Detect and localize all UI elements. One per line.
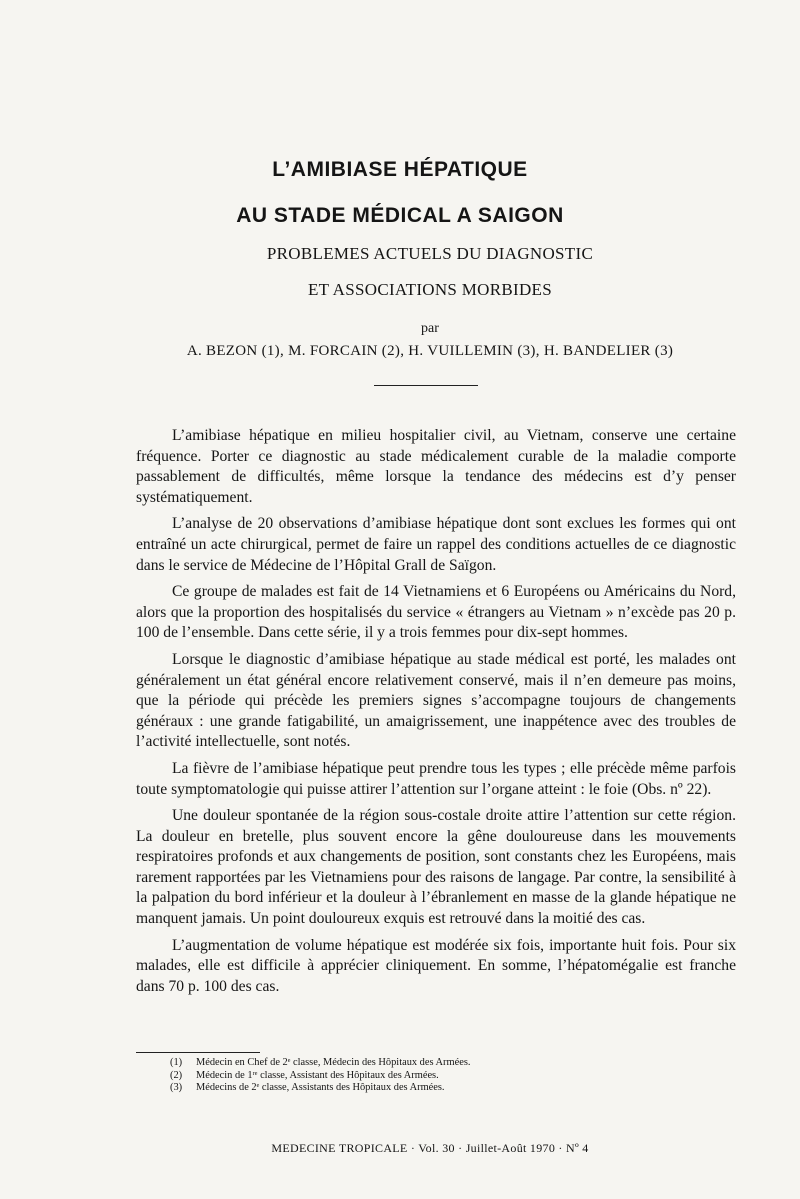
article-body — [136, 426, 736, 1003]
body-paragraph: L’augmentation de volume hépatique est modérée six fois, importante huit fois. Pour six malades, elle est difficile à apprécier cliniquement. En somme, l’hépatomégalie est franche dans 70 p. 100 des cas. — [136, 936, 736, 995]
footnote-1 — [170, 1057, 470, 1070]
footnote-number: (2) — [170, 1069, 183, 1081]
byline-par: par — [421, 321, 439, 336]
footnote-text: Médecin en Chef de 2ᵉ classe, Médecin des Hôpitaux des Armées. — [196, 1057, 471, 1068]
footnote-divider — [136, 1052, 260, 1053]
footnote-text: Médecins de 2ᵉ classe, Assistants des Hôpitaux des Armées. — [196, 1082, 445, 1094]
author-list: A. BEZON (1), M. FORCAIN (2), H. VUILLEMIN (3), H. BANDELIER (3) — [186, 343, 674, 359]
footnote-number: (1) — [170, 1057, 183, 1068]
article-title-line-2: AU STADE MÉDICAL A SAIGON — [236, 204, 564, 227]
body-paragraph: L’analyse de 20 observations d’amibiase hépatique dont sont exclues les formes qui ont entraîné un acte chirurgical, permet de faire un rappel des conditions actuelles de ce diagnostic dans le service de Médecine de l’Hôpital Grall de Saïgon. — [136, 515, 736, 574]
body-paragraph: L’amibiase hépatique en milieu hospitalier civil, au Vietnam, conserve une certaine fréquence. Porter ce diagnostic au stade médicalement curable de la maladie comporte passablement de difficultés, même lorsque la tendance des médecins est d’y penser systématiquement. — [136, 427, 736, 506]
footnotes — [170, 1057, 470, 1095]
article-title-line-1: L’AMIBIASE HÉPATIQUE — [272, 158, 528, 181]
article-subtitle-line-1: PROBLEMES ACTUELS DU DIAGNOSTIC — [266, 244, 594, 263]
body-paragraph: Lorsque le diagnostic d’amibiase hépatique au stade médical est porté, les malades ont généralement un état général encore relativement conservé, mais il n’en demeure pas moins, que la période qui précède les premiers signes s’accompagne toujours de changements généraux : une grande fatigabilité, un amaigrissement, une inappétence avec des troubles de l’activité intellectuelle, sont notés. — [136, 650, 736, 751]
footnote-number: (3) — [170, 1082, 183, 1094]
footnote-2 — [170, 1070, 470, 1083]
footnote-3 — [170, 1082, 470, 1095]
journal-running-footer: MEDECINE TROPICALE · Vol. 30 · Juillet-Août 1970 · Nº 4 — [271, 1141, 589, 1155]
footnote-text: Médecin de 1ʳᵉ classe, Assistant des Hôpitaux des Armées. — [196, 1069, 439, 1081]
article-subtitle-line-2: ET ASSOCIATIONS MORBIDES — [308, 280, 552, 299]
body-paragraph: Ce groupe de malades est fait de 14 Vietnamiens et 6 Européens ou Américains du Nord, alors que la proportion des hospitalisés du service « étrangers au Vietnam » n’excède pas 20 p. 100 de l’ensemble. Dans cette série, il y a trois femmes pour dix-sept hommes. — [136, 583, 736, 642]
body-paragraph: La fièvre de l’amibiase hépatique peut prendre tous les types ; elle précède même parfois toute symptomatologie qui puisse attirer l’attention sur l’organe atteint : le foie (Obs. nº 22). — [136, 759, 736, 798]
title-divider — [374, 385, 478, 386]
body-paragraph: Une douleur spontanée de la région sous-costale droite attire l’attention sur cette région. La douleur en bretelle, plus souvent encore la gêne douloureuse dans les mouvements respiratoires profonds et aux changements de position, sont constants chez les Européens, mais rarement rapportées par les Vietnamiens pour des raisons de langage. Par contre, la sensibilité à la palpation du bord inférieur et la douleur à l’ébranlement en masse de la glande hépatique ne manquent jamais. Un point douloureux exquis est retrouvé dans la moitié des cas. — [136, 807, 736, 928]
